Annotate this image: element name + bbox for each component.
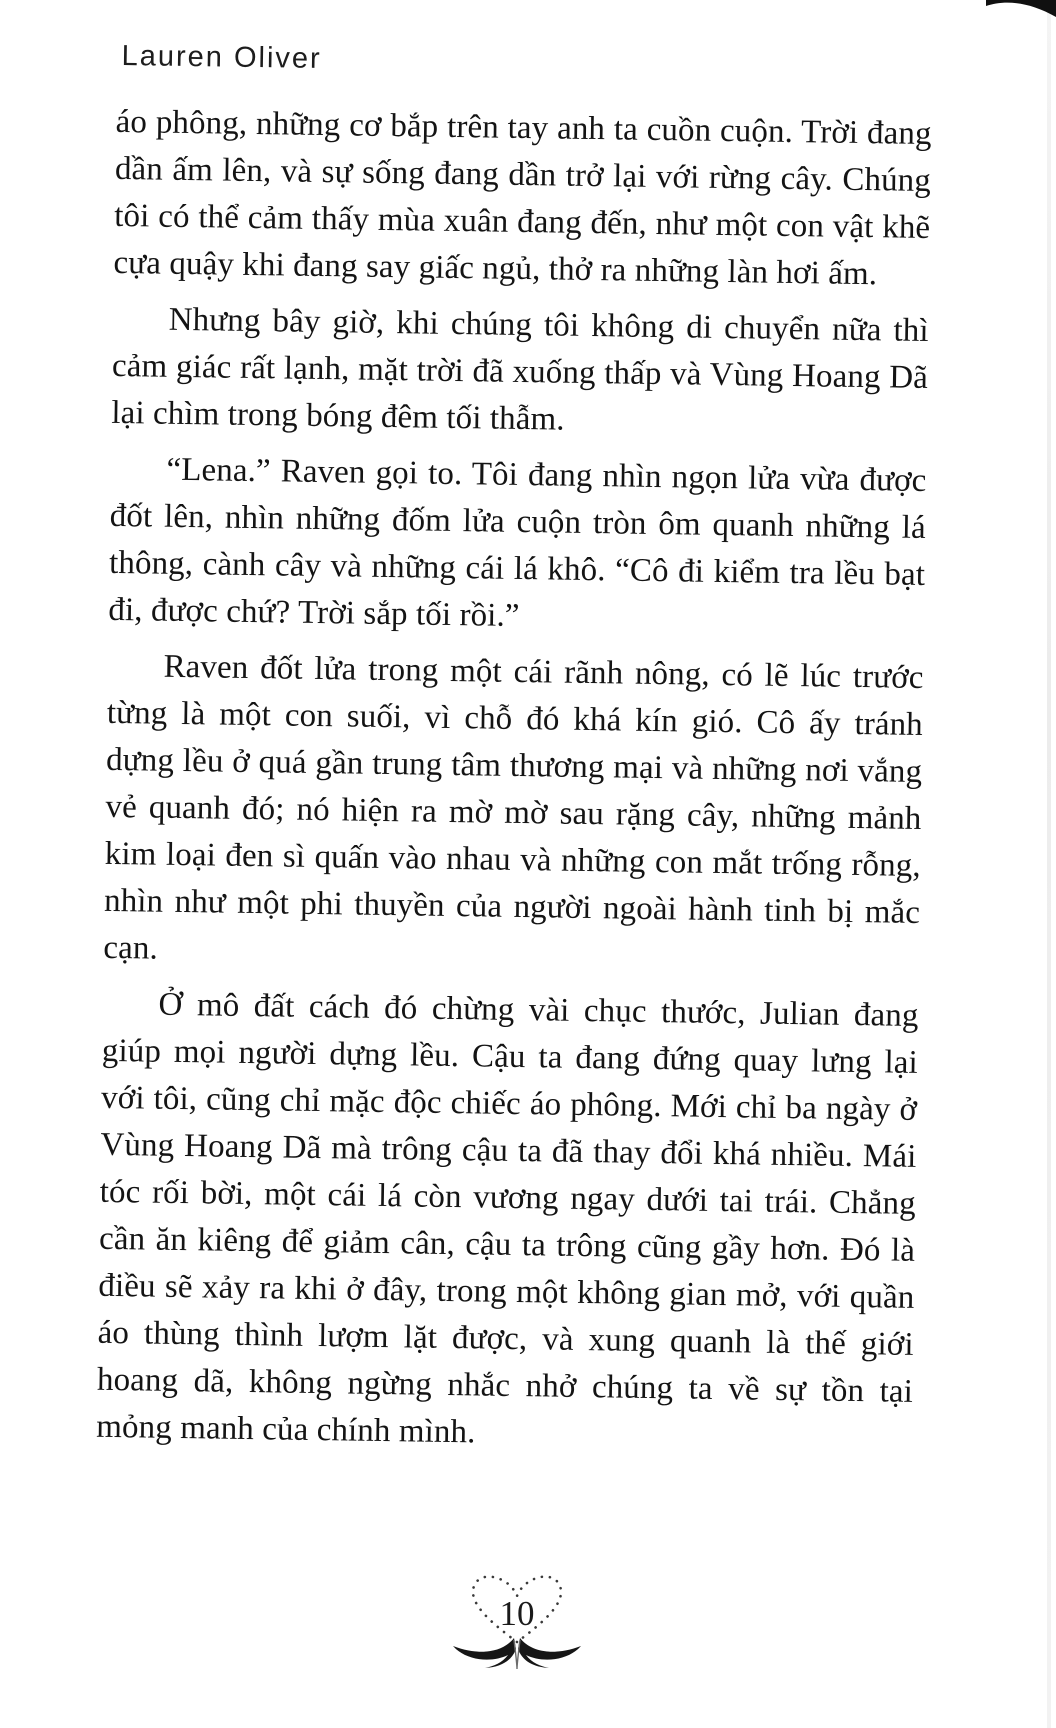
running-head-author: Lauren Oliver	[121, 40, 322, 75]
scan-corner-artifact-icon	[986, 0, 1056, 20]
page-edge-shadow	[1047, 0, 1051, 1728]
body-text	[96, 99, 932, 1472]
paragraph: Nhưng bây giờ, khi chúng tôi không di chuyển nữa thì cảm giác rất lạnh, mặt trời đã xuống thấp và Vùng Hoang Dã lại chìm trong bóng đêm tối thẫm.	[111, 301, 929, 438]
paragraph: “Lena.” Raven gọi to. Tôi đang nhìn ngọn lửa vừa được đốt lên, nhìn những đốm lửa cuộn tròn ôm quanh những lá thông, cành cây và những cái lá khô. “Cô đi kiểm tra lều bạt đi, được chứ? Trời sắp tối rồi.”	[108, 451, 927, 634]
page-number-ornament	[442, 1572, 592, 1682]
printed-block	[1, 0, 1056, 1451]
paragraph: Ở mô đất cách đó chừng vài chục thước, Julian đang giúp mọi người dựng lều. Cậu ta đang đứng quay lưng lại với tôi, cũng chỉ mặc độc chiếc áo phông. Mới chỉ ba ngày ở Vùng Hoang Dã mà trông cậu ta đã thay đổi khá nhiều. Mái tóc rối bời, một cái lá còn vương ngay dưới tai trái. Chẳng cần ăn kiêng để giảm cân, cậu ta trông cũng gầy hơn. Đó là điều sẽ xảy ra khi ở đây, trong một không gian mở, với quần áo thùng thình lượm lặt được, và xung quanh là thế giới hoang dã, không ngừng nhắc nhở chúng ta về sự tồn tại mỏng manh của chính mình.	[96, 986, 919, 1451]
paragraph: áo phông, những cơ bắp trên tay anh ta cuồn cuộn. Trời đang dần ấm lên, và sự sống đang dần trở lại với rừng cây. Chúng tôi có thể cảm thấy mùa xuân đang đến, như một con vật khẽ cựa quậy khi đang say giấc ngủ, thở ra những làn hơi ấm.	[113, 103, 932, 293]
page-number: 10	[499, 1594, 535, 1633]
paragraph: Raven đốt lửa trong một cái rãnh nông, có lẽ lúc trước từng là một con suối, vì chỗ đó khá kín gió. Cô ấy tránh dựng lều ở quá gần trung tâm thương mại và những nơi vắng vẻ quanh đó; nó hiện ra mờ mờ sau rặng cây, những mảnh kim loại đen sì quấn vào nhau và những con mắt trống rỗng, nhìn như một phi thuyền của người ngoài hành tinh bị mắc cạn.	[103, 648, 924, 967]
